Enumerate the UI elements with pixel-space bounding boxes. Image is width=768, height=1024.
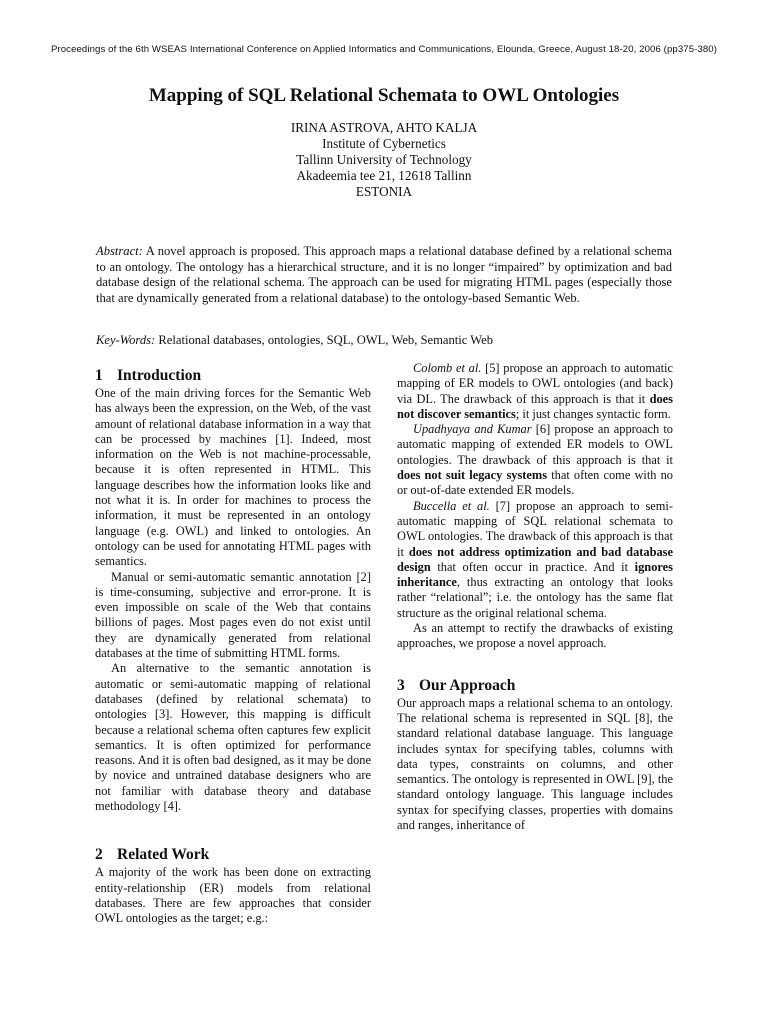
section-number: 2 xyxy=(95,846,103,864)
section-number: 1 xyxy=(95,367,103,384)
citation-ref: Buccella et al. xyxy=(413,498,490,513)
intro-paragraph-1: One of the main driving forces for the Semantic Web has always been the expression, on the Web, of the vast amount of relational database information in a way that can be processed by machines [1]. Indeed, most information on the Web is not machine-processable, because it is often represented in HTML. This language describes how the information looks like and not what it is. In order for machines to process the information, it must be represented in an ontology language (e.g. OWL) and linked to ontologies. An ontology can be used for annotating HTML pages with semantics. xyxy=(95,386,371,569)
keywords-text: Relational databases, ontologies, SQL, OWL, Web, Semantic Web xyxy=(155,333,494,347)
section-number: 3 xyxy=(397,676,405,694)
left-column xyxy=(95,366,371,927)
section-title: Introduction xyxy=(117,367,202,384)
author-address: Akadeemia tee 21, 12618 Tallinn xyxy=(296,168,472,183)
right-column xyxy=(397,361,673,833)
emphasis-text: ignores inheritance xyxy=(397,559,673,590)
citation-ref: Upadhyaya and Kumar xyxy=(413,422,532,437)
intro-paragraph-2: Manual or semi-automatic semantic annotation [2] is time-consuming, subjective and error-prone. It is even impossible on scale of the Web that contains billions of pages. Most pages even do not exist until they are dynamically generated from relational databases at the time of submitting HTML forms. xyxy=(95,569,371,661)
section-heading-our-approach xyxy=(397,676,673,696)
conference-header: Proceedings of the 6th WSEAS International Conference on Applied Informatics and Communications, Elounda, Greece, August 18-20, 2006 (pp375-380) xyxy=(50,44,718,55)
author-block xyxy=(0,120,768,200)
emphasis-text: does not discover semantics xyxy=(397,391,673,421)
section-heading-introduction xyxy=(95,366,371,386)
author-names: IRINA ASTROVA, AHTO KALJA xyxy=(290,120,478,135)
body-text: that often occur in practice. And it xyxy=(430,559,635,574)
abstract-text: A novel approach is proposed. This approach maps a relational database defined by a relational schema to an ontology. The ontology has a hierarchical structure, and it is no longer “impaired” by optimization and bad database design of the relational schema. The approach can be used for migrating HTML pages (especially those that are dynamically generated from a relational database) to the ontology-based Semantic Web. xyxy=(96,244,672,305)
related-colomb xyxy=(397,361,673,422)
abstract xyxy=(96,244,672,306)
keywords xyxy=(96,333,672,349)
related-paragraph-1: A majority of the work has been done on extracting entity-relationship (ER) models from relational databases. There are few approaches that consider OWL ontologies as the target; e.g.: xyxy=(95,865,371,926)
related-buccella xyxy=(397,499,673,621)
related-paragraph-last: As an attempt to rectify the drawbacks of existing approaches, we propose a novel approach. xyxy=(397,621,673,651)
keywords-label: Key-Words: xyxy=(96,333,156,347)
section-title: Our Approach xyxy=(419,676,516,694)
section-heading-related-work xyxy=(95,845,371,865)
section-title: Related Work xyxy=(117,846,210,864)
emphasis-text: does not suit legacy systems xyxy=(397,468,548,483)
paper-title: Mapping of SQL Relational Schemata to OWL Ontologies xyxy=(148,85,620,106)
approach-paragraph-1: Our approach maps a relational schema to an ontology. The relational schema is represented in SQL [8], the standard relational database language. This language includes syntax for specifying tables, columns with data types, constraints on columns, and other semantics. The ontology is represented in OWL [9], the standard ontology language. This language includes syntax for specifying classes, properties with domains and ranges, inheritance of xyxy=(397,695,673,833)
abstract-label: Abstract: xyxy=(96,244,143,258)
body-text: [5] propose an approach to automatic mapping of ER models to OWL ontologies (and back) via DL. The drawback of this approach is that it xyxy=(397,361,673,406)
body-text: ; it just changes syntactic form. xyxy=(515,406,671,421)
body-text: [7] propose an approach to semi-automatic mapping of SQL relational schemata to OWL ontologies. The drawback of this approach is that it xyxy=(397,498,673,559)
author-country: ESTONIA xyxy=(355,184,413,199)
author-institute: Institute of Cybernetics xyxy=(322,136,446,151)
intro-paragraph-3: An alternative to the semantic annotation is automatic or semi-automatic mapping of relational databases (defined by relational schemata) to ontologies [3]. However, this mapping is difficult because a relational schema often captures few explicit semantics. It is often optimized for performance reasons. And it is often bad designed, as it may be done by novice and untrained database designers who are not familiar with database theory and database methodology [4]. xyxy=(95,661,371,814)
related-upadhyaya xyxy=(397,422,673,498)
citation-ref: Colomb et al. xyxy=(413,361,482,375)
body-text: that often come with no or out-of-date extended ER models. xyxy=(397,468,673,498)
body-text: , thus extracting an ontology that looks rather “relational”; i.e. the ontology has the same flat structure as the original relational schema. xyxy=(397,575,673,620)
body-text: [6] propose an approach to automatic mapping of extended ER models to OWL ontologies. The drawback of this approach is that it xyxy=(397,422,673,467)
emphasis-text: does not address optimization and bad database design xyxy=(397,544,673,574)
author-university: Tallinn University of Technology xyxy=(296,152,472,167)
